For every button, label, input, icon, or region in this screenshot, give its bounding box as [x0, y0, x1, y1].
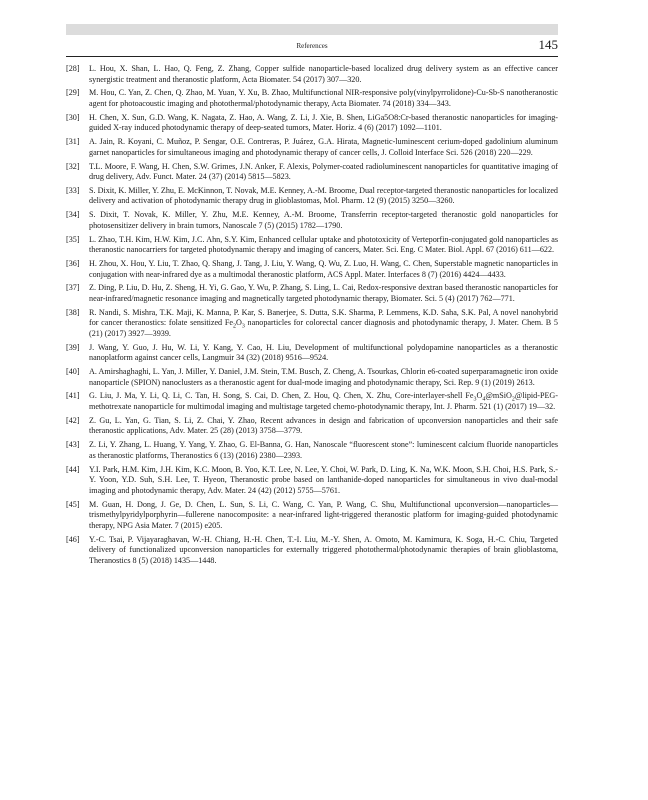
- running-title: References: [296, 42, 328, 50]
- reference-item: [66, 535, 558, 567]
- reference-item: [66, 500, 558, 532]
- reference-text: S. Dixit, K. Miller, Y. Zhu, E. McKinnon, T. Novak, M.E. Kenney, A.-M. Broome, Dual receptor-targeted theranostic nanoparticles for localized delivery and activation of photodynamic therapy drug in glioblastomas, Mol. Pharm. 12 (9) (2015) 3250—3260.: [89, 185, 558, 206]
- reference-text: L. Zhao, T.H. Kim, H.W. Kim, J.C. Ahn, S.Y. Kim, Enhanced cellular uptake and phototoxicity of Verteporfin-conjugated gold nanoparticles as theranostic nanocarriers for targeted photodynamic therapy and imaging of cancers, Mater. Sci. Eng. C Mater. Biol. Appl. 67 (2016) 611—622.: [89, 234, 558, 255]
- reference-text: Z. Li, Y. Zhang, L. Huang, Y. Yang, Y. Zhao, G. El-Banna, G. Han, Nanoscale “fluorescent stone”: luminescent calcium fluoride nanoparticles as theranostic platforms, Theranostics 6 (13) (2016) 2380—2393.: [89, 440, 558, 460]
- reference-item: [66, 88, 558, 109]
- reference-label: [34]: [66, 210, 80, 220]
- reference-label: [33]: [66, 185, 80, 195]
- reference-label: [35]: [66, 234, 80, 244]
- reference-label: [43]: [66, 440, 80, 450]
- reference-text: Y.-C. Tsai, P. Vijayaraghavan, W.-H. Chiang, H.-H. Chen, T.-I. Liu, M.-Y. Shen, A. Omoto, M. Kamimura, K. Soga, H.-C. Chiu, Targeted delivery of functionalized upconversion nanoparticles for externally triggered photothermal/photodynamic therapies of brain glioblastoma, Theranostics 8 (5) (2018) 1435—1448.: [89, 534, 558, 565]
- reference-item: [66, 343, 558, 364]
- reference-text: Z. Ding, P. Liu, D. Hu, Z. Sheng, H. Yi, G. Gao, Y. Wu, P. Zhang, S. Ling, L. Cai, Redox-responsive dextran based theranostic nanoparticles for near-infrared/magnetic resonance imaging and magnetically targeted photodynamic therapy, Biomater. Sci. 5 (4) (2017) 762—771.: [89, 283, 558, 303]
- reference-text: M. Guan, H. Dong, J. Ge, D. Chen, L. Sun, S. Li, C. Wang, C. Yan, P. Wang, C. Shu, Multifunctional upconversion—nanoparticles—trismethylpyridylporphyrin—fullerene nanocomposite: a near-infrared light-triggered theranostic platform for imaging-guided photodynamic therapy, NPG Asia Mater. 7 (2015) e205.: [89, 499, 558, 530]
- reference-label: [46]: [66, 534, 80, 544]
- reference-text: A. Amirshaghaghi, L. Yan, J. Miller, Y. Daniel, J.M. Stein, T.M. Busch, Z. Cheng, A. Tsourkas, Chlorin e6-coated superparamagnetic iron oxide nanoparticle (SPION) nanoclusters as a theranostic agent for dual-mode imaging and photodynamic therapy, Sci. Rep. 9 (1) (2019) 2613.: [89, 367, 558, 387]
- reference-label: [28]: [66, 64, 80, 73]
- reference-item: [66, 64, 558, 85]
- reference-text: A. Jain, R. Koyani, C. Muñoz, P. Sengar, O.E. Contreras, P. Juárez, G.A. Hirata, Magnetic-luminescent cerium-doped gadolinium aluminum garnet nanoparticles for simultaneous imaging and photodynamic therapy of cancer cells, J. Colloid Interface Sci. 526 (2018) 220—229.: [89, 137, 558, 157]
- reference-item: [66, 308, 558, 340]
- reference-item: [66, 113, 558, 134]
- reference-label: [40]: [66, 367, 80, 377]
- reference-text: H. Zhou, X. Hou, Y. Liu, T. Zhao, Q. Shang, J. Tang, J. Liu, Y. Wang, Q. Wu, Z. Luo, H. Wang, C. Chen, Superstable magnetic nanoparticles in conjugation with near-infrared dye as a multimodal theranostic platform, ACS Appl. Mater. Interfaces 8 (7) (2016) 4424—4433.: [89, 259, 558, 279]
- page-number: 145: [538, 37, 558, 52]
- reference-item: [66, 137, 558, 158]
- reference-item: [66, 391, 558, 412]
- reference-label: [39]: [66, 342, 80, 352]
- reference-label: [37]: [66, 283, 80, 293]
- reference-label: [32]: [66, 161, 80, 171]
- reference-label: [29]: [66, 88, 80, 98]
- reference-label: [45]: [66, 499, 80, 509]
- reference-text: G. Liu, J. Ma, Y. Li, Q. Li, C. Tan, H. Song, S. Cai, D. Chen, Z. Hou, Q. Chen, X. Zhu, Core-interlayer-shell $Fe_3O_4@mSiO_2@lipid-PEG$-methotrexate nanoparticle for multimodal imaging and multistage targeted chemo-photodynamic therapy, Int. J. Pharm. 521 (1) (2017) 19—32.: [89, 391, 558, 412]
- reference-item: [66, 440, 558, 461]
- reference-text: M. Hou, C. Yan, Z. Chen, Q. Zhao, M. Yuan, Y. Xu, B. Zhao, Multifunctional NIR-responsive poly(vinylpyrrolidone)-Cu-Sb-S nanotheranostic agent for photoacoustic imaging and photothermal/photodynamic therapy, Acta Biomater. 74 (2018) 334—343.: [89, 88, 558, 108]
- reference-text: T.L. Moore, F. Wang, H. Chen, S.W. Grimes, J.N. Anker, F. Alexis, Polymer-coated radioluminescent nanoparticles for quantitative imaging of drug delivery, Adv. Funct. Mater. 24 (37) (2014) 5815—5823.: [89, 161, 558, 182]
- reference-text: S. Dixit, T. Novak, K. Miller, Y. Zhu, M.E. Kenney, A.-M. Broome, Transferrin receptor-targeted theranostic gold nanoparticles for photosensitizer delivery in brain tumors, Nanoscale 7 (5) (2015) 1782—1790.: [89, 210, 558, 230]
- reference-label: [36]: [66, 259, 80, 268]
- reference-text: Y.I. Park, H.M. Kim, J.H. Kim, K.C. Moon, B. Yoo, K.T. Lee, N. Lee, Y. Choi, W. Park, D. Ling, K. Na, W.K. Moon, S.H. Choi, H.S. Park, S.-Y. Yoon, Y.D. Suh, S.H. Lee, T. Hyeon, Theranostic probe based on lanthanide-doped nanoparticles for simultaneous in vivo dual-modal imaging and photodynamic therapy, Adv. Mater. 24 (42) (2012) 5755—5761.: [89, 464, 558, 495]
- reference-item: [66, 465, 558, 497]
- reference-item: [66, 162, 558, 183]
- header-rule: [66, 56, 558, 57]
- reference-text: H. Chen, X. Sun, G.D. Wang, K. Nagata, Z. Hao, A. Wang, Z. Li, J. Xie, B. Shen, LiGa5O8:Cr-based theranostic nanoparticles for imaging-guided X-ray induced photodynamic therapy of deep-seated tumors, Mater. Horiz. 4 (6) (2017) 1092—1101.: [89, 112, 558, 133]
- header-bar: [66, 24, 558, 35]
- reference-label: [31]: [66, 137, 80, 147]
- reference-item: [66, 259, 558, 280]
- reference-label: [41]: [66, 391, 80, 401]
- reference-text: Z. Gu, L. Yan, G. Tian, S. Li, Z. Chai, Y. Zhao, Recent advances in design and fabrication of upconversion nanoparticles and their safe theranostic applications, Adv. Mater. 25 (28) (2013) 3758—3779.: [89, 415, 558, 436]
- reference-label: [42]: [66, 415, 80, 425]
- reference-item: [66, 367, 558, 388]
- reference-item: [66, 235, 558, 256]
- reference-label: [44]: [66, 464, 80, 474]
- reference-item: [66, 416, 558, 437]
- reference-item: [66, 186, 558, 207]
- reference-list: [66, 64, 558, 570]
- reference-text: R. Nandi, S. Mishra, T.K. Maji, K. Manna, P. Kar, S. Banerjee, S. Dutta, S.K. Sharma, P. Lemmens, K.D. Saha, S.K. Pal, A novel nanohybrid for cancer theranostics: folate sensitized $Fe_2O_3$ nanoparticles for colorectal cancer diagnosis and photodynamic therapy, J. Mater. Chem. B 5 (21) (2017) 3927—3939.: [89, 307, 558, 338]
- reference-label: [30]: [66, 112, 80, 122]
- reference-text: J. Wang, Y. Guo, J. Hu, W. Li, Y. Kang, Y. Cao, H. Liu, Development of multifunctional polydopamine nanoparticles as a theranostic nanoplatform against cancer cells, Langmuir 34 (32) (2018) 9516—9524.: [89, 342, 558, 363]
- reference-item: [66, 283, 558, 304]
- reference-item: [66, 210, 558, 231]
- reference-label: [38]: [66, 307, 80, 317]
- reference-text: L. Hou, X. Shan, L. Hao, Q. Feng, Z. Zhang, Copper sulfide nanoparticle-based localized drug delivery system as an effective cancer synergistic treatment and theranostic platform, Acta Biomater. 54 (2017) 307—320.: [89, 64, 558, 84]
